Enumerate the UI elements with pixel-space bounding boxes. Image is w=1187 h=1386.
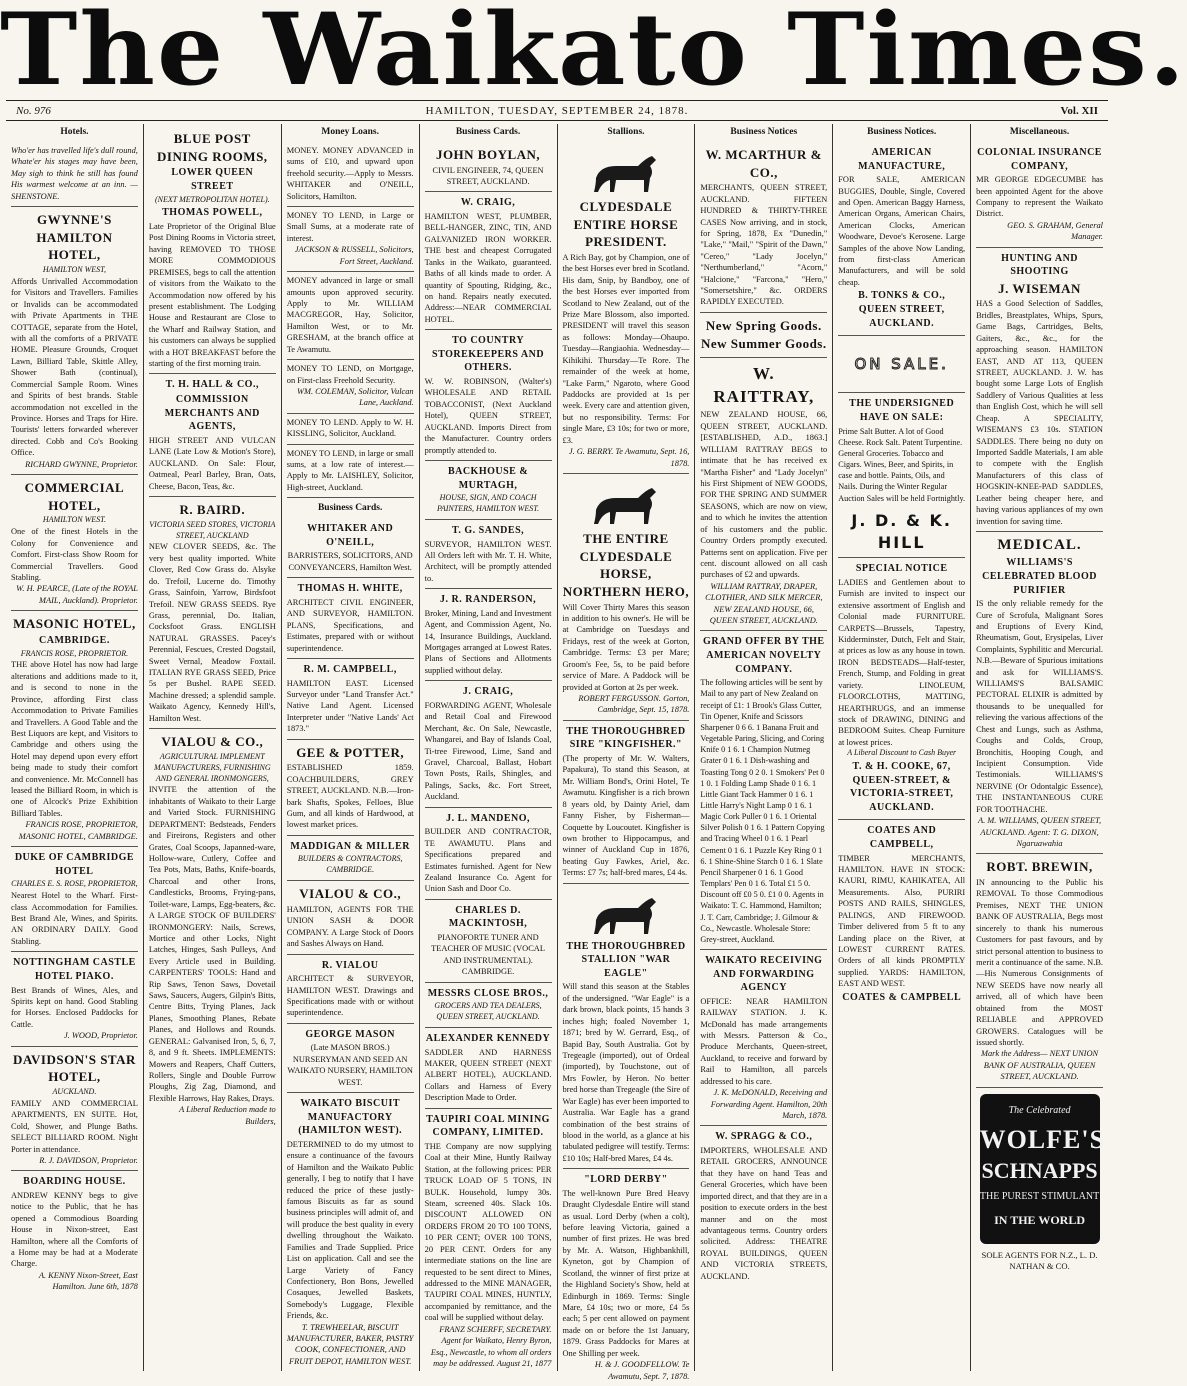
advert-robinson — [425, 330, 552, 461]
ad-title: T. G. SANDES, — [451, 524, 525, 536]
advert-nottingham-hotel — [11, 952, 138, 1046]
ad-proprietor: FRANCIS ROSE, PROPRIETOR. — [20, 648, 129, 658]
advert-randerson — [425, 589, 552, 681]
column-1 — [6, 124, 143, 1371]
ad-body: FOR SALE, AMERICAN BUGGIES, Double, Single, Covered and Open. American Baggy Harness, American Organs, American Chairs, American Clocks, American Woodware, Devoe's Kerosene. Large Samples of the above Now Landing, from first-class American Manufacturers, and will be sold cheap. — [838, 175, 966, 287]
advert-money-2 — [287, 207, 414, 272]
ad-body: Nearest Hotel to the Wharf. First-class Accommodation for Families. Best Brand Ale, Wines, and Spirits. AN ORDINARY DAILY. Good Stabling. — [11, 891, 138, 946]
ad-body: Will Cover Thirty Mares this season in addition to his owner's. He will be at Cambridge on Tuesdays and Fridays, rest of the week at Gorton, Cambridge. Terms: £3 per Mare; Groom's Fee, 5s, to be paid before service of Mare. A Paddock will be provided at Gorton at 2s per week. — [562, 602, 690, 692]
ad-title: GEE & POTTER, — [296, 744, 405, 760]
advert-money-4 — [287, 360, 414, 414]
ad-title: SPECIAL NOTICE — [855, 563, 948, 575]
column-5 — [557, 124, 695, 1381]
ad-title: BOARDING HOUSE. — [23, 1176, 126, 1188]
advert-money-1 — [287, 142, 414, 207]
ad-name: THOMAS POWELL, — [162, 207, 263, 219]
section-heading: Stallions. — [607, 127, 645, 137]
ad-title: GWYNNE'S HAMILTON HOTEL, — [36, 212, 113, 263]
ad-title: W. SPRAGG & CO., — [715, 1131, 813, 1143]
horse-icon — [586, 148, 666, 196]
medical-heading: MEDICAL. — [997, 536, 1082, 553]
ad-title: GRAND OFFER BY THE AMERICAN NOVELTY COMPANY. — [703, 636, 825, 675]
ad-signature: GEO. S. GRAHAM, General Manager. — [1007, 220, 1103, 242]
ad-title: R. VIALOU — [321, 959, 379, 971]
advert-boylan — [425, 142, 552, 193]
section-heading: Money Loans. — [321, 127, 379, 137]
ad-body: Affords Unrivalled Accommodation for Visitors and Travellers. Families or Invalids can be accommodated with Private Apartments in THE COTTAGE, separate from the Hotel, with all the comforts of a PRIVATE HOME. Pleasure Grounds, Croquet Lawn, Billiard Table, Skittle Alley, Shower Bath (continual), Commercial Sample Room. Wines and Spirits of best brands. Stable accommodation not excelled in the Province. Horses and Traps for Hire. Tourists' letters forwarded wherever directed. Cobb and Co's Booking Office. — [11, 276, 138, 458]
ad-body: BUILDERS & CONTRACTORS, CAMBRIDGE. — [297, 854, 403, 875]
ad-body: Will stand this season at the Stables of the undersigned. "War Eagle" is a dark brown, black points, 15 hands 3 inches high; foaled November 1, 1871; bred by W. Gerrard, Esq., of Bapid Bay, South Australia. Got by Tregeagle (imported), out of Ordeal (imported), by Touchstone, out of Mrs Fowler, by Heron. No better bred horse than Tregeagle (the Sire of War Eagle) has ever been imported to Australia. War Eagle has a grand combination of the best strains of blood in the world, as a glance at his tabulated pedigree will testify. Terms: £10 10s; Half-bred Mares, £4 4s. — [562, 982, 690, 1163]
advert-duke-hotel — [11, 847, 138, 952]
ad-body: PIANOFORTE TUNER AND TEACHER OF MUSIC (VOCAL AND INSTRUMENTAL). CAMBRIDGE. — [431, 933, 545, 977]
ad-body: Late Proprietor of the Original Blue Post Dining Rooms in Victoria street, having REMOVED TO THOSE MORE COMMODIOUS PREMISES, begs to call the attention of visitors from the Waikato to the Accommodation now offered by his present establishment. The Lodging House and Restaurant are Close to the Wharf and Railway Station, and his customers can always be supplied with a HOT BREAKFAST before the starting of the first morning train. — [148, 222, 276, 369]
ad-title: JOHN BOYLAN, — [435, 146, 541, 162]
ad-title: THE THOROUGHBRED SIRE "KINGFISHER." — [566, 725, 686, 751]
ad-body: (The property of Mr. W. Walters, Papakura), To stand this Season, at Mr. William Bond's, Orini Hotel, Te Awamutu. Kingfisher is a rich brown 8 years old, by Dainty Ariel, dam Fanny Fisher, by Fisherman—Coquette by Loucoutet. Kingfisher is own brother to Hippocampus, and winner of Auckland Cup in 1876, beating Guy Fawkes, Ariel, &c. Terms: £7 7s; half-bred mares, £4 4s. — [562, 754, 690, 878]
ad-body: One of the finest Hotels in the Colony for Convenience and Comfort. First-class Show Room for Commercial Travellers. Good Stabling. — [11, 527, 138, 582]
ad-title: WAIKATO BISCUIT MANUFACTORY (HAMILTON WEST). — [298, 1098, 403, 1137]
ad-signature: COATES & CAMPBELL — [842, 991, 962, 1003]
ad-body: ARCHITECT & SURVEYOR, HAMILTON WEST. Drawings and Specifications made with or without superintendence. — [286, 974, 414, 1018]
ad-body: NEW ZEALAND HOUSE, 66, QUEEN STREET, AUCKLAND. [ESTABLISHED, A.D., 1863.] WILLIAM RATTRAY BEGS to intimate that he has received ex "Martha Fisher" and "Lady Jocelyn" his First Shipment of NEW GOODS, FOR THE SPRING AND SUMMER SEASONS, which are now on view, and to which he invites the attention of his customers and the public. Country Orders promptly executed. Patterns sent on application. Five per cent. discount allowed on all cash purchases of £2 and upwards. — [700, 410, 828, 580]
issue-number: No. 976 — [16, 105, 51, 117]
section-heading: Miscellaneous. — [1009, 127, 1070, 137]
ad-subtitle: HAMILTON WEST, — [42, 265, 106, 275]
advert-american — [838, 142, 965, 336]
ad-title: BLUE POST DINING ROOMS, — [157, 131, 268, 164]
ad-signature: B. TONKS & CO., QUEEN STREET, AUCKLAND. — [858, 290, 946, 329]
advert-gwynne-hotel — [11, 207, 138, 475]
ad-subtitle: VICTORIA SEED STORES, VICTORIA STREET, AUCKLAND — [149, 519, 276, 540]
advert-wiseman — [976, 248, 1103, 532]
advert-lord-derby — [563, 1169, 690, 1386]
ad-signature: RICHARD GWYNNE, Proprietor. — [25, 459, 138, 469]
ad-note: A Liberal Discount to Cash Buyer — [847, 748, 957, 758]
wolfes-line-2: WOLFE'S — [979, 1124, 1106, 1154]
advert-star-hotel — [11, 1047, 138, 1172]
ad-subtitle: LOWER QUEEN STREET — [171, 167, 254, 192]
ad-body: Broker, Mining, Land and Investment Agent, and Commission Agent, No. 14, Insurance Buildings, Auckland. Mortgages arranged at Lowest Rates. Plans of Sections and Allotments supplied without delay. — [424, 608, 552, 675]
advert-spragg — [700, 1126, 827, 1286]
advert-coates-campbell — [838, 820, 965, 1009]
section-heading: Business Notices — [730, 127, 798, 137]
ad-subtitle: CAMBRIDGE. — [39, 634, 110, 646]
column-4 — [419, 124, 557, 1371]
ad-title: MADDIGAN & MILLER — [290, 840, 410, 852]
ad-title: DAVIDSON'S STAR HOTEL, — [12, 1051, 136, 1085]
ad-body: The following articles will be sent by Mail to any part of New Zealand on receipt of £1: 1 Brook's Glass Cutter, Tin Opener, Knife and Scissors Sharpener 0 6 6. 1 Banana Fruit and Vegetable Paring, Slicing, and Coring Knife 0 1 6. 1 Champion Nutmeg Grater 0 1 6. 1 Dish-washing and Toasting Tong 0 2 0. 1 Smokers' Pet 0 1 0. 1 Folding Lamp Shade 0 1 6. 1 Little Giant Tack Hammer 0 1 6. 1 Little Harry's Night Lamp 0 1 6. 1 Magic Cork Puller 0 1 6. 1 Oriental Silver Polish 0 1 6. 1 Pattern Copying and Tracing Wheel 0 1 6. 1 Pearl Cement 0 1 6. 1 Puzzle Key Ring 0 1 6. 1 Shine-Shine Starch 0 1 6. 1 Slate Pencil Sharpener 0 1 6. 1 Good Templars' Pen 0 1 6. Total £1 5 0. Discount off £0 5 0. £1 0 0. Agents in Waikato: T. C. Hammond, Hamilton; J. T. Carr, Cambridge; J. Gilmour & Co., Newcastle. Wholesale Store: Grey-street, Auckland. — [700, 678, 825, 944]
ad-body: NEW CLOVER SEEDS, &c. The very best quality imported. White Clover, Red Cow Grass do. Alsyke do. Trefoil, Lucerne do. Timothy Grass, Sainfoin, Yarrow, Birdsfoot Trefoil. NEW GRASS SEEDS. Rye Grass, perennial, Do. Italian, Cocksfoot Grass. ENGLISH NATURAL GRASSES. Pacey's Perennial, Fescues, Crested Dogstail, Sweet Vernal, Meadow Foxtail. ITALIAN RYE GRASS SEED, Price 5s per Bushel. RAPE SEED. Machine dressed; a splendid sample. Waikato Agency, Kennedy Hill's, Hamilton West. — [148, 542, 276, 723]
ad-body: HAMILTON, AGENTS FOR THE UNION SASH & DOOR COMPANY. A Large Stock of Doors and Sashes Always on Hand. — [286, 904, 414, 949]
ad-signature: FRANZ SCHERFF, SECRETARY. Agent for Waikato, Henry Byron, Esq., Newcastle, to whom all orders may be addressed. August 21, 1877 — [430, 1324, 552, 1368]
ad-signature: FRANCIS ROSE, PROPRIETOR, MASONIC HOTEL, CAMBRIDGE. — [18, 820, 138, 841]
on-sale-heading: ON SALE. — [854, 355, 949, 374]
ad-title: T. H. HALL & CO., — [165, 379, 259, 391]
ad-signature: R. J. DAVIDSON, Proprietor. — [39, 1155, 138, 1165]
ad-title: GEORGE MASON — [305, 1028, 395, 1040]
ad-title: COATES AND CAMPBELL, — [867, 825, 937, 851]
ad-body: FORWARDING AGENT, Wholesale and Retail Coal and Firewood Merchant, &c. On Sale, Newcastle, Whangarei, and Bay of Islands Coal, Ti-tree Firewood, Lime, Sand and Gravel, Charcoal, Ballast, Hobart Town Posts, Rails, Shingles, and Palings, Sacks, &c. Fort Street, Auckland. — [424, 700, 552, 802]
advert-on-sale — [838, 336, 965, 393]
wolfes-schnapps-advert — [979, 1094, 1106, 1244]
ad-title: "LORD DERBY" — [584, 1174, 668, 1186]
ad-body: Best Brands of Wines, Ales, and Spirits kept on hand. Good Stabling for Horses. Enclosed Paddocks for Cattle. — [11, 985, 138, 1029]
column-7 — [832, 124, 970, 1371]
ad-body: BUILDER AND CONTRACTOR, TE AWAMUTU. Plans and Specifications prepared and Estimates furnished. Agent for New Zealand Insurance Co. Agent for Union Sash and Door Co. — [424, 827, 552, 894]
ad-note: (NEXT METROPOLITAN HOTEL). — [155, 194, 270, 204]
ad-title: J. CRAIG, — [462, 686, 514, 698]
masthead — [0, 0, 1187, 108]
ad-title: VIALOU & CO., — [299, 886, 402, 902]
ad-body: SADDLER AND HARNESS MAKER, QUEEN STREET (NEXT ALBERT HOTEL), AUCKLAND. Collars and Harness of Every Description Made to Order. — [424, 1047, 552, 1103]
advert-close-bros — [425, 983, 552, 1028]
ad-signature: JACKSON & RUSSELL, Solicitors, Fort Street, Auckland. — [294, 245, 414, 266]
horse-icon — [586, 890, 666, 938]
ad-body: MONEY advanced in large or small amounts upon approved security. Apply to Mr. WILLIAM MACGREGOR, Hay, Solicitor, Hamilton West, or to Mr. GRESHAM, at the branch office at Te Awamutu. — [286, 276, 414, 354]
advert-taupiri — [425, 1109, 552, 1374]
ad-title: THE THOROUGHBRED STALLION "WAR EAGLE" — [566, 940, 686, 979]
advert-kingfisher — [563, 721, 690, 884]
advert-white — [287, 578, 414, 659]
advert-kennedy — [425, 1028, 552, 1109]
ad-body: The well-known Pure Bred Heavy Draught Clydesdale Entire will stand as usual. Lord Derby (when a colt), before leaving Victoria, gained a number of first prizes. He was bred by Mr. A. Watson, Highbankhill, Kyneton, got by Champion of Scotland, the winner of first prize at the Highland Society's Show, held at Edinburgh in 1869. Terms: Single Mare, £4 10s; two or more, £4 5s each; 5 per cent allowed on payment made on or before the 1st January, 1879. Grass Paddocks for Mares at One Shilling per week. — [562, 1188, 690, 1358]
ad-title: J. R. RANDERSON, — [440, 594, 537, 606]
ad-body: GROCERS AND TEA DEALERS, QUEEN STREET, AUCKLAND. — [434, 1001, 542, 1022]
ad-title: TO COUNTRY STOREKEEPERS AND OTHERS. — [432, 335, 545, 374]
advert-campbell — [287, 659, 414, 740]
ad-subtitle: COMMISSION MERCHANTS AND AGENTS, — [164, 394, 260, 433]
ad-title: WILLIAMS'S CELEBRATED BLOOD PURIFIER — [982, 557, 1097, 596]
ad-title: W. RAITTRAY, — [713, 364, 815, 407]
advert-grand-offer — [700, 631, 827, 950]
ad-subtitle: AGRICULTURAL IMPLEMENT MANUFACTURERS, FURNISHING AND GENERAL IRONMONGERS, — [153, 751, 271, 783]
ad-body: HAMILTON WEST, PLUMBER, BELL-HANGER, ZINC, TIN, AND GALVANIZED IRON WORKER. THE best and cheapest Corrugated Tanks in the Waikato, guaranteed. Baths of all kinds made to order. A quantity of Spouting, Ridging, &c., on hand. Repairs neatly executed. Address:—NEAR COMMERCIAL HOTEL. — [424, 212, 552, 324]
advert-spring-goods — [700, 313, 827, 358]
advert-poem — [11, 142, 138, 207]
ad-signature: A. KENNY Nixon-Street, East Hamilton. June 6th, 1878 — [38, 1270, 138, 1292]
advert-money-6 — [287, 445, 414, 499]
ad-body: MR GEORGE EDGECUMBE has been appointed Agent for the above Company to represent the Waikato District. — [976, 175, 1103, 219]
ad-title: CLYDESDALE ENTIRE HORSE PRESIDENT. — [573, 198, 679, 250]
wolfes-line-3: SCHNAPPS — [981, 1157, 1098, 1183]
ad-body: HIGH STREET AND VULCAN LANE (Late Low & Motion's Store), AUCKLAND. On Sale: Flour, Oatmeal, Pearl Barley, Bran, Oats, Cheese, Bacon, Teas, &c. — [148, 435, 276, 491]
section-heading: Hotels. — [60, 127, 89, 137]
advert-raittray — [700, 358, 827, 631]
advert-boarding-house — [11, 1171, 138, 1296]
advert-craig-coal — [425, 681, 552, 807]
ad-body: HOUSE, SIGN, AND COACH PAINTERS, HAMILTON WEST. — [437, 493, 540, 514]
newspaper-title: The Waikato Times. — [0, 0, 1187, 108]
ad-subtitle: AUCKLAND. — [52, 1086, 97, 1096]
ad-signature: WM. COLEMAN, Solicitor, Vulcan Lane, Auckland. — [297, 386, 414, 408]
dateline-bar — [8, 104, 1106, 118]
advert-r-vialou — [287, 955, 414, 1024]
ad-body: TIMBER MERCHANTS, HAMILTON. HAVE IN STOCK: KAURI, RIMU, KAHIKATEA, All Measurements. Also, PURIRI POSTS AND RAILS, SHINGLES, PALINGS, AND FIREWOOD. Timber delivered from 5 ft to any Landing place on the River, at LOWEST CURRENT RATES. Orders of all kinds PROMPTLY supplied. YARDS: HAMILTON, EAST AND WEST. — [838, 853, 966, 989]
ad-signature: J. K. McDONALD, Receiving and Forwarding Agent. Hamilton, 20th March, 1878. — [710, 1088, 828, 1120]
wolfes-line-1: The Celebrated — [1008, 1104, 1071, 1116]
column-3 — [281, 124, 419, 1371]
ad-title: WHITAKER AND O'NEILL, — [307, 523, 394, 548]
section-heading: Business Cards. — [455, 127, 521, 137]
volume-number: Vol. XII — [1060, 105, 1098, 117]
advert-mason — [287, 1024, 414, 1093]
masthead-rule-bottom — [6, 120, 1108, 121]
ad-body: DETERMINED to do my utmost to ensure a continuance of the favours of Hamilton and the Waikato Public generally, I beg to notify that I have reduced the price of these justly-famous Biscuits as far as sound business principles will admit of, and will produce the best quality in every dwelling throughout the Waikato. Families and Trade Supplied. Price List on application. Call and see the Large Variety of Fancy Confectionery, Bon Bons, Jewelled Cosaques, Jewelled Baskets, Somebody's Luggage, Flexible Friends, &c. — [286, 1139, 414, 1321]
ad-signature: H. & J. GOODFELLOW. Te Awamutu, Sept. 7, 1878. — [594, 1360, 690, 1381]
advert-undersigned — [838, 393, 965, 558]
ad-body: MERCHANTS, QUEEN STREET, AUCKLAND. FIFTEEN HUNDRED & THIRTY-THREE CASES Now arriving, and in stock, for Spring, 1878, Ex "Dunedin," "Lake," "Mail," "Spirit of the Dawn," "Cereo," "Lady Jocelyn," "Nerthumberland," "Acorn," "Halcione," "Farcona," "Hero," "Somersetshire," &c. ORDERS RAPIDLY EXECUTED. — [700, 183, 828, 307]
advert-special-notice — [838, 558, 965, 820]
ad-title: J. WISEMAN — [998, 280, 1081, 296]
ad-heading: HUNTING AND SHOOTING — [1001, 252, 1079, 278]
ad-body: ANDREW KENNY begs to give notice to the Public, that he has opened a Commodious Boarding House in Nixon-street, East Hamilton, where all the Comforts of a Home may be had at a Moderate Charge. — [11, 1190, 138, 1269]
ad-title: WAIKATO RECEIVING AND FORWARDING AGENCY — [705, 955, 823, 994]
ad-title: MASONIC HOTEL, — [13, 616, 136, 632]
ad-title: TAUPIRI COAL MINING COMPANY, LIMITED. — [426, 1113, 550, 1139]
advert-mcarthur — [700, 142, 827, 313]
ad-signature: W. H. PEARCE, (Late of the ROYAL MAIL, Auckland). Proprietor. — [16, 584, 138, 605]
section-heading: Business Notices. — [867, 127, 937, 137]
ad-body: FAMILY AND COMMERCIAL APARTMENTS, EN SUITE. Hot, Cold, Shower, and Plunge Baths. SELECT BILLIARD ROOM. Night Porter in attendance. — [11, 1098, 138, 1154]
advert-craig-plumber — [425, 192, 552, 330]
advert-commercial-hotel — [11, 475, 138, 611]
ad-signature: J. WOOD, Proprietor. — [63, 1031, 138, 1041]
ad-title: R. BAIRD. — [179, 501, 246, 517]
advert-mackintosh — [425, 900, 552, 983]
advert-colonial-insurance — [976, 142, 1103, 248]
advert-whitaker — [287, 518, 414, 578]
advert-brewin — [976, 854, 1103, 1087]
ad-signature: WILLIAM RATTRAY, DRAPER, CLOTHIER, AND SILK MERCER, NEW ZEALAND HOUSE, 66, QUEEN STREET, AUCKLAND. — [705, 581, 823, 626]
ad-body: A Rich Bay, got by Champion, one of the best Horses ever bred in Scotland. His dam, Snip, by Bandboy, one of the best Horses ever imported from Scotland to New Zealand, out of the Prize Mare Blossom, also imported. PRESIDENT will travel this season as follows: Monday—Ohaupo. Tuesday—Rangiaohia. Wednesday—Kihikihi. Thursday—Te Rore. The remainder of the week at home, "Lake Farm," Ngaroto, where Good Paddocks are provided at 1s per week. Every care and attention given, but no responsibility. Terms: For single Mare, £3 10s; for two or more, £3. — [562, 252, 690, 445]
advert-vialou — [149, 729, 276, 1131]
ad-signature: Mark the Address— NEXT UNION BANK OF AUSTRALIA, QUEEN STREET, AUCKLAND. — [981, 1049, 1099, 1082]
ad-body: (Late MASON BROS.) NURSERYMAN AND SEED AN WAIKATO NURSERY, HAMILTON WEST. — [287, 1043, 413, 1087]
poem-text: Who'er has travelled life's dull round, Whate'er his stages may have been, May sigh to think he still has found His warmest welcome at an inn. —SHENSTONE. — [11, 145, 138, 201]
column-2 — [143, 124, 281, 1371]
ad-body: THE Company are now supplying Coal at their Mine, Huntly Railway Station, at the following prices: PER TRUCK LOAD OF 5 TONS, IN BULK. Household, lumpy 30s. Steam, screened 40s. Slack 10s. DISCOUNT ALLOWED ON ORDERS FROM 20 TO 100 TONS, 10 PER CENT; OVER 100 TONS, 20 PER CENT. Orders for any intermediate stations on the line are requested to be sent direct to Mines, addressed to the MINE MANAGER, TAUPIRI COAL MINES, HUNTLY, accompanied by remittance, and the coal will be supplied without delay. — [424, 1141, 552, 1323]
ad-title: ALEXANDER KENNEDY — [425, 1033, 551, 1045]
ad-signature: A Liberal Reduction made to Builders, — [179, 1105, 276, 1126]
ad-body: IS the only reliable remedy for the Cure of Scrofula, Malignant Sores and Eruptions of Every Kind, Rheumatism, Gout, Erysipelas, Liver Complaints, Syphilitic and Mercurial. N.B.—Beware of Spurious imitations and ask for WILLIAMS'S. WILLIAMS'S BALSAMIC PECTORAL ELIXIR is admitted by thousands to be unequalled for relieving the various affections of the Chest and Lungs, such as Asthma, Coughs and Colds, Croup, Bronchitis, Hooping Cough, and Incipient Consumption. Vide Testimonials. WILLIAMS'S NERVINE (Or Odontalgic Essence), THE INSTANTANEOUS CURE FOR TOOTHACHE. — [976, 599, 1103, 814]
horse-icon — [586, 480, 666, 528]
ad-body: Prime Salt Butter. A lot of Good Cheese. Rock Salt. Patent Turpentine. General Groceries. Tobacco and Cigars. Wines, Beer, and Spirits, in case and bottle. Paints, Oils, and Nails. During the Winter Regular Auction Sales will be held Fortnightly. — [838, 426, 966, 503]
ad-title: VIALOU & CO., — [161, 734, 264, 750]
ad-title: New Spring Goods. New Summer Goods. — [701, 317, 827, 351]
ad-title: R. M. CAMPBELL, — [303, 663, 397, 675]
advert-baird — [149, 497, 276, 729]
ad-body: HAMILTON EAST. Licensed Surveyor under "Land Transfer Act." Native Land Agent. Licensed Interpreter under "Native Lands' Act 1873." — [286, 678, 414, 734]
ad-body: MONEY TO LEND, on Mortgage, on First-class Freehold Security. — [286, 364, 414, 385]
ad-body: CIVIL ENGINEER, 74, QUEEN STREET, AUCKLAND. — [432, 165, 544, 186]
advert-biscuit — [287, 1093, 414, 1371]
ad-signature: T. & H. COOKE, 67, QUEEN-STREET, & VICTORIA-STREET, AUCKLAND. — [849, 761, 954, 813]
columns — [6, 124, 1108, 1381]
ad-body: LADIES and Gentlemen about to Furnish are invited to inspect our extensive assortment of English and Colonial made FURNITURE. CARPETS—Brussels, Tapestry, Kidderminster, Dutch, Felt and Stair, at prices as low as any house in town. IRON BEDSTEADS—Half-tester, French, Stump, and Folding in great variety. LINOLEUM, FLOORCLOTHS, MATTING, HEARTHRUGS, and an immense stock of DRAWING, DINING and BEDROOM Suites. Cheap Furniture at lowest prices. — [838, 577, 966, 747]
ad-body: IN announcing to the Public his REMOVAL To those Commodious Premises, NEXT THE UNION BANK OF AUSTRALIA, Begs most sincerely to thank his numerous Customers for past favours, and by strict personal attention to business to merit a continuance of the same. N.B.—His Numerous Consignments of NEW SEEDS have now nearly all arrived, all of which have been obtained from the MOST RELIABLE and APPROVED GROWERS. Catalogues will be issued shortly. — [976, 878, 1103, 1047]
ad-body: BARRISTERS, SOLICITORS, AND CONVEYANCERS, Hamilton West. — [287, 551, 413, 572]
ad-subtitle: CHARLES E. S. ROSE, PROPRIETOR, — [11, 879, 138, 889]
ad-title: MESSRS CLOSE BROS., — [427, 987, 549, 999]
ad-title: AMERICAN MANUFACTURE, — [858, 146, 946, 172]
ad-body: MONEY TO LEND, in large or small sums, at a low rate of interest.—Apply to Mr. LAISHLEY, Solicitor, High-street, Auckland. — [286, 448, 414, 492]
advert-blue-post — [149, 126, 276, 374]
ad-title: THE UNDERSIGNED HAVE ON SALE: — [849, 398, 955, 424]
advert-medical — [976, 532, 1103, 854]
advert-money-5 — [287, 414, 414, 445]
ad-body: MONEY TO LEND, in Large or Small Sums, at a moderate rate of interest. — [286, 211, 414, 243]
ad-title: BACKHOUSE & MURTAGH, — [447, 465, 529, 491]
column-8 — [970, 124, 1108, 1371]
ad-footer: SOLE AGENTS FOR N.Z., L. D. NATHAN & CO. — [981, 1249, 1098, 1272]
ad-body: THE above Hotel has now had large alterations and additions made to it, and is second to none in the Province, affording First class Accommodation to Private Families and Travellers. A Good Table and the Best Liquors are kept, and Visitors to Cambridge and others using the Hotel may depend upon every effort being made to study their comfort and convenience. Mr. McConnell has leased the Billiard Room, in which is one of Alcock's Prize Exhibition Billiard Tables. — [11, 660, 138, 818]
ad-subtitle: HAMILTON WEST. — [42, 515, 106, 525]
ad-title: DUKE OF CAMBRIDGE HOTEL — [14, 852, 135, 877]
ad-body: IMPORTERS, WHOLESALE AND RETAIL GROCERS, ANNOUNCE that they have on hand Teas and General Groceries, which have been imported direct, and that they are in a position to execute orders in the best manner and on the most advantageous terms. Country orders solicited. Address: THEATRE ROYAL BUILDINGS, QUEEN AND VICTORIA STREETS, AUCKLAND. — [700, 1146, 828, 1281]
wolfes-line-5: IN THE WORLD — [994, 1212, 1086, 1227]
advert-gee-potter — [287, 740, 414, 836]
ad-body: ESTABLISHED 1859. COACHBUILDERS, GREY STREET, AUCKLAND. N.B.—Iron-bark Shafts, Spokes, Felloes, Blue Gum, and all kinds of Hardwood, at lowest market prices. — [286, 763, 414, 830]
advert-vialou-co — [287, 881, 414, 954]
ad-body: OFFICE: NEAR HAMILTON RAILWAY STATION. J. K. McDonald has made arrangements with Messrs. Patterson & Co., Produce Merchants, Queen-street, Auckland, to receive and forward by Rail to Hamilton, all parcels addressed to his care. — [700, 996, 828, 1086]
ad-signature: A. M. WILLIAMS, QUEEN STREET, AUCKLAND. Agent: T. G. DIXON, Ngaruawahia — [977, 816, 1102, 848]
ad-title: THOMAS H. WHITE, — [297, 583, 403, 595]
ad-title: COMMERCIAL HOTEL, — [24, 480, 125, 513]
advert-mandeno — [425, 808, 552, 900]
masthead-rule-top — [6, 100, 1108, 101]
ad-body: MONEY. MONEY ADVANCED in sums of £10, and upward upon freehold security.—Apply to Messrs. WHITAKER and O'NEILL, Solicitors, Hamilton. — [286, 145, 414, 201]
ad-signature: ROBERT FERGUSSON. Gorton, Cambridge, Sept. 15, 1878. — [578, 694, 690, 715]
advert-northern-hero — [563, 474, 690, 721]
ad-body: HAS a Good Selection of Saddles, Bridles, Breastplates, Whips, Spurs, Game Bags, Cartridges, Belts, Gaiters, &c., &c., for the approaching season. HAMILTON EAST, AND AT 113, QUEEN STREET, AUCKLAND. J. W. has bought some Large Lots of English Saddlery of Various Qualities at less than English Cost, which he will sell Cheap. A SPECIALITY, WISEMAN'S £3 10s. STATION SADDLES. There being no duty on Imported Saddle Materials, I am able to compete with the English Manufacturers of this class of HOGSKIN-KNEE-PAD SADDLES, Leather being cheaper here, and having various appliances of my own invention for saving time. — [976, 299, 1103, 526]
ad-title: COLONIAL INSURANCE COMPANY, — [977, 146, 1102, 172]
ad-body: INVITE the attention of the inhabitants of Waikato to their Large and Varied Stock. FURNISHING DEPARTMENT: Bedsteads, Fenders and Fireirons, Registers and other Grates, Coal Scoops, Japanned-ware, Hollow-ware, Cutlery, Coffee and Tea Pots, Mats, Baths, Knife-boards, Charcoal and other Irons, Candlesticks, Brooms, Frying-pans, Toilet-ware, Lamps, Egg-beaters, &c. A LARGE STOCK OF BUILDERS' IRONMONGERY: Nails, Screws, Mortice and other Locks, Night Latches, Hinges, Sash Pulleys, And Every Article used in Building. CARPENTERS' TOOLS: Hand and Rip Saws, Tenon Saws, Dovetail Saws, Saucers, Augers, Gilpin's Bitts, Centre Bitts, Trying Planes, Jack Planes, Smoothing Planes, Rebate Planes, and Hollows and Rounds. GENERAL: Galvanised Iron, 5, 6, 7, 8, and 9 ft. Sheets. IMPLEMENTS: Mowers and Reapers, Chaff Cutters, Rollers, Single and Double Furrow Ploughs, Zig Zag, Diamond, and Flexible Harrows, Hay Rakes, Drays. — [148, 785, 276, 1103]
ad-title: CHARLES D. MACKINTOSH, — [448, 904, 528, 930]
ad-title: NOTTINGHAM CASTLE HOTEL PIAKO. — [13, 957, 136, 982]
ad-title: W. MCARTHUR & CO., — [705, 146, 823, 180]
ad-signature: J. D. & K. HILL — [851, 510, 952, 552]
advert-president — [563, 142, 690, 474]
advert-maddigan — [287, 836, 414, 881]
column-6 — [694, 124, 832, 1371]
advert-receiving-agency — [700, 950, 827, 1126]
section-heading: Business Cards. — [317, 503, 383, 514]
wolfes-line-4: THE PUREST STIMULANT — [979, 1190, 1100, 1202]
ad-body: SURVEYOR, HAMILTON WEST. All Orders left with Mr. T. H. White, Architect, will be promptly attended to. — [424, 539, 552, 583]
ad-signature: J. G. BERRY. Te Awamutu, Sept. 16, 1878. — [568, 447, 690, 468]
ad-body: ARCHITECT CIVIL ENGINEER, AND SURVEYOR, HAMILTON. PLANS, Specifications, and Estimates, prepared with or without superintendence. — [286, 597, 414, 653]
dateline: HAMILTON, TUESDAY, SEPTEMBER 24, 1878. — [425, 105, 689, 117]
advert-sandes — [425, 520, 552, 589]
ad-body: MONEY TO LEND. Apply to W. H. KISSLING, Solicitor, Auckland. — [286, 417, 414, 439]
advert-money-3 — [287, 272, 414, 360]
ad-title: ROBT. BREWIN, — [986, 859, 1093, 875]
advert-war-eagle — [563, 884, 690, 1170]
advert-hall — [149, 374, 276, 496]
advert-backhouse — [425, 461, 552, 520]
ad-signature: T. TREWHEELAR, BISCUIT MANUFACTURER, BAKER, PASTRY COOK, CONFECTIONER, AND FRUIT DEPOT, HAMILTON WEST. — [286, 1322, 414, 1366]
ad-title: THE ENTIRE CLYDESDALE HORSE, NORTHERN HERO, — [562, 530, 690, 599]
ad-body: W. W. ROBINSON, (Walter's) WHOLESALE AND RETAIL TOBACCONIST, (Next Auckland Hotel), QUEEN STREET, AUCKLAND. Imports Direct from the Manufacturer. Country orders promptly attended to. — [424, 377, 552, 455]
ad-title: W. CRAIG, — [460, 197, 516, 209]
ad-title: J. L. MANDENO, — [446, 812, 531, 824]
advert-masonic-hotel — [11, 611, 138, 847]
